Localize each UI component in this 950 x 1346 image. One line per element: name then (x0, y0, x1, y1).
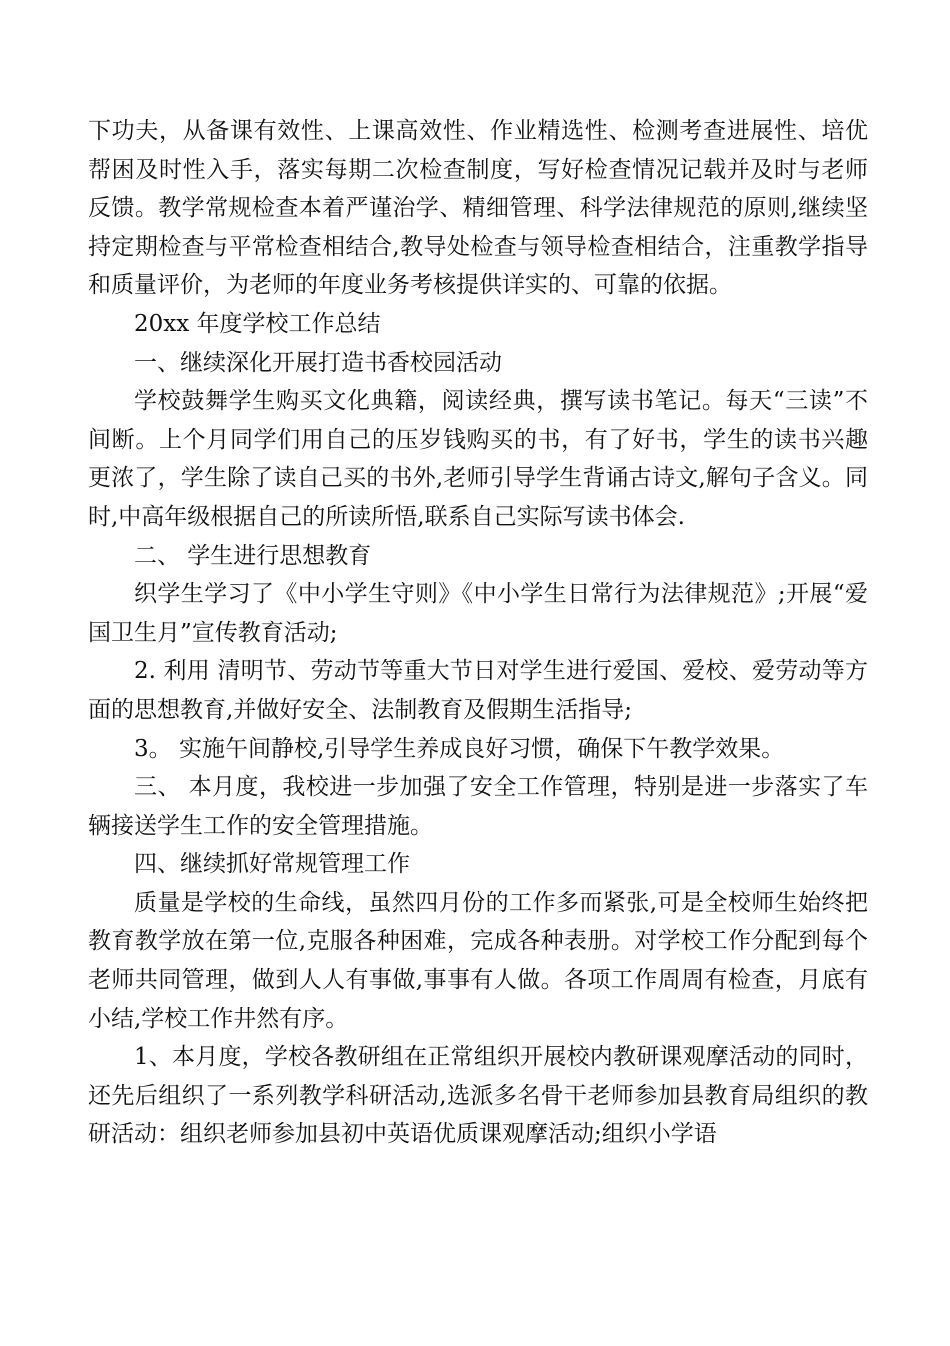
paragraph-student-code: 织学生学习了《中小学生守则》《中小学生日常行为法律规范》;开展“爱国卫生月”宣传教育活动; (88, 581, 868, 646)
heading-safety-management: 三、 本月度，我校进一步加强了安全工作管理，特别是进一步落实了车辆接送学生工作的安全管理措施。 (88, 774, 868, 839)
paragraph-teaching-inspection: 下功夫，从备课有效性、上课高效性、作业精选性、检测考查进展性、培优帮困及时性入手，落实每期二次检查制度，写好检查情况记载并及时与老师反馈。教学常规检查本着严谨治学、精细管理、科学法律规范的原则,继续坚持定期检查与平常检查相结合,教导处检查与领导检查相结合，注重教学指导和质量评价，为老师的年度业务考核提供详实的、可靠的依据。 (88, 118, 868, 299)
paragraph-teaching-research: 1、本月度，学校各教研组在正常组织开展校内教研课观摩活动的同时，还先后组织了一系列教学科研活动,选派多名骨干老师参加县教育局组织的教研活动：组织老师参加县初中英语优质课观摩活动;组织小学语 (88, 1044, 868, 1148)
paragraph-quality-lifeline: 质量是学校的生命线，虽然四月份的工作多而紧张,可是全校师生始终把教育教学放在第一位,克服各种困难，完成各种表册。对学校工作分配到每个老师共同管理，做到人人有事做,事事有人做。各项工作周周有检查，月底有小结,学校工作井然有序。 (88, 889, 868, 1032)
heading-routine-management: 四、继续抓好常规管理工作 (134, 851, 410, 878)
document-body (88, 112, 868, 1154)
heading-ideological-education: 二、 学生进行思想教育 (134, 542, 372, 569)
heading-book-campus: 一、继续深化开展打造书香校园活动 (134, 349, 502, 376)
paragraph-noon-quiet: 3。 实施午间静校,引导学生养成良好习惯，确保下午教学效果。 (134, 735, 785, 762)
paragraph-reading-activities: 学校鼓舞学生购买文化典籍，阅读经典，撰写读书笔记。每天“三读”不间断。上个月同学们用自己的压岁钱购买的书，有了好书，学生的读书兴趣更浓了，学生除了读自己买的书外,老师引导学生背诵古诗文,解句子含义。同时,中高年级根据自己的所读所悟,联系自己实际写读书体会. (88, 388, 868, 530)
paragraph-holiday-education: 2. 利用 清明节、劳动节等重大节日对学生进行爱国、爱校、爱劳动等方面的思想教育,并做好安全、法制教育及假期生活指导; (88, 658, 868, 723)
section-title-annual-summary: 20xx 年度学校工作总结 (134, 310, 381, 337)
